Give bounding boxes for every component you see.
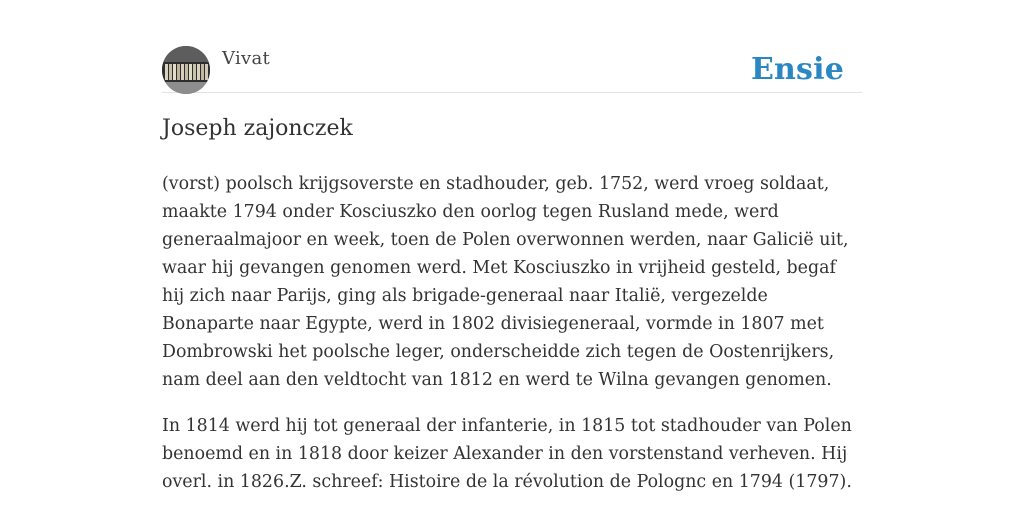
page-header — [162, 46, 862, 93]
author-name[interactable]: Vivat — [222, 48, 271, 69]
article-paragraph: In 1814 werd hij tot generaal der infanterie, in 1815 tot stadhouder van Polen benoemd en in 1818 door keizer Alexander in den vorstenstand verheven. Hij overl. in 1826.Z. schreef: Histoire de la révolution de Polognc en 1794 (1797). — [162, 416, 852, 492]
article-body — [162, 170, 862, 512]
article-title: Joseph zajonczek — [162, 116, 353, 141]
article-paragraph: (vorst) poolsch krijgsoverste en stadhouder, geb. 1752, werd vroeg soldaat, maakte 1794 onder Kosciuszko den oorlog tegen Rusland mede, werd generaalmajoor en week, toen de Polen overwonnen werden, naar Galicië uit, waar hij gevangen genomen werd. Met Kosciuszko in vrijheid gesteld, begaf hij zich naar Parijs, ging als brigade-generaal naar Italië, vergezelde Bonaparte naar Egypte, werd in 1802 divisiegeneraal, vormde in 1807 met Dombrowski het poolsche leger, onderscheidde zich tegen de Oostenrijkers, nam deel aan den veldtocht van 1812 en werd te Wilna gevangen genomen. — [162, 174, 849, 390]
avatar[interactable] — [162, 46, 210, 94]
bookshelf-avatar-image — [162, 46, 210, 94]
ensie-logo[interactable]: Ensie — [750, 52, 844, 87]
